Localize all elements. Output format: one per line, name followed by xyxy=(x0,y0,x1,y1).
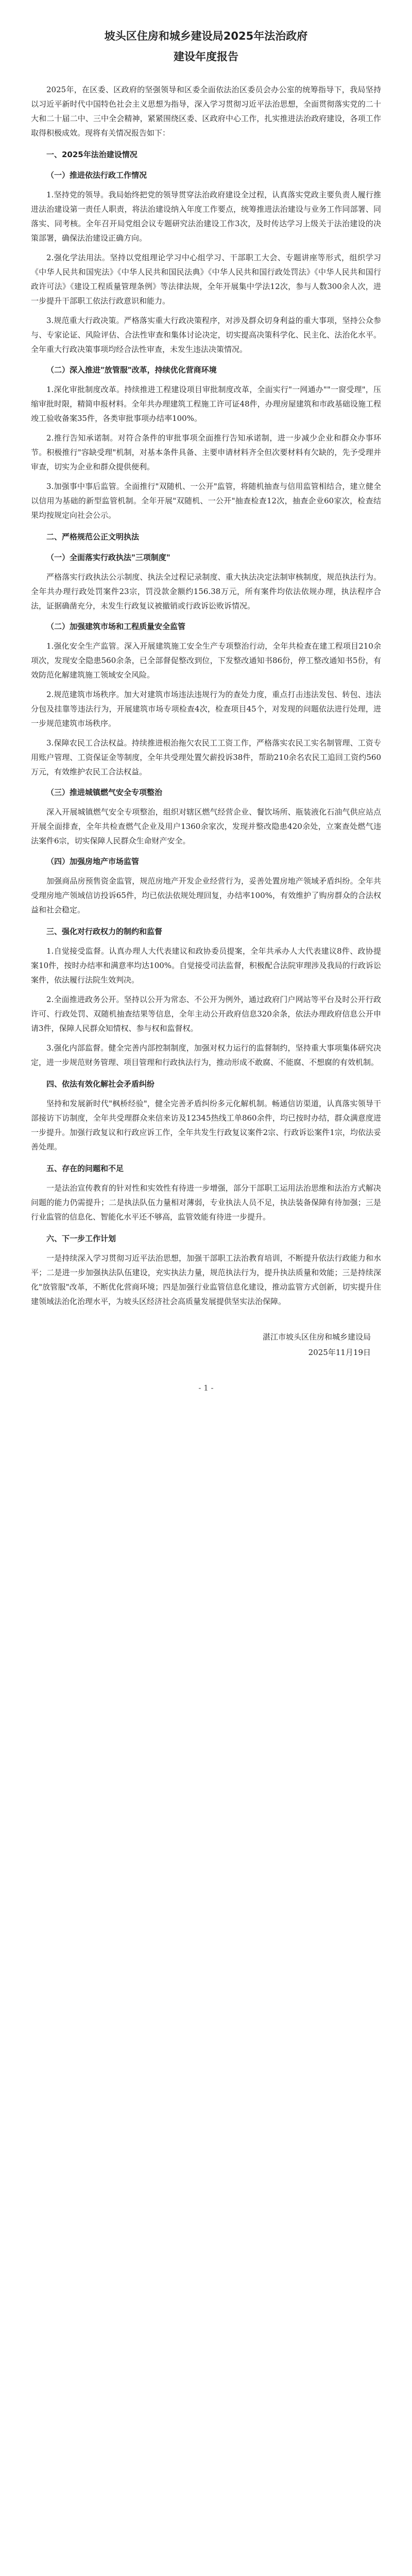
section-heading: 五、存在的问题和不足 xyxy=(46,1164,124,1173)
section-heading: 二、严格规范公正文明执法 xyxy=(46,532,140,541)
body-paragraph: 1.自觉接受监督。认真办理人大代表建议和政协委员提案，全年共承办人大代表建议8件、政协提案10件，按时办结率和满意率均达100%。自觉接受司法监督，积极配合法院审理涉及我局的行政诉讼案件，依法履行法院生效判决。 xyxy=(31,946,381,985)
body-paragraph: 1.坚持党的领导。我局始终把党的领导贯穿法治政府建设全过程，认真落实党政主要负责人履行推进法治建设第一责任人职责，将法治建设纳入年度工作要点，统筹推进法治建设与业务工作同部署、同落实、同考核。全年召开局党组会议专题研究法治建设工作3次，及时传达学习上级关于法治建设的决策部署，确保法治建设正确方向。 xyxy=(31,190,381,243)
report-section xyxy=(31,1231,381,1309)
section-heading: 六、下一步工作计划 xyxy=(46,1234,116,1243)
body-paragraph: 深入开展城镇燃气安全专项整治，组织对辖区燃气经营企业、餐饮场所、瓶装液化石油气供应站点开展全面排查，全年共检查燃气企业及用户1360余家次，发现并整改隐患420余处，立案查处燃气违法案件6宗，切实保障人民群众生命财产安全。 xyxy=(31,807,381,845)
report-section xyxy=(31,1077,381,1154)
title-line-2: 建设年度报告 xyxy=(174,50,238,63)
body-paragraph: 3.保障农民工合法权益。持续推进根治拖欠农民工工资工作，严格落实农民工实名制管理、工资专用账户管理、工资保证金等制度，全年共受理处置欠薪投诉38件，帮助210余名农民工追回工资约560万元，有效维护农民工合法权益。 xyxy=(31,738,381,776)
section-heading: 三、强化对行政权力的制约和监督 xyxy=(46,927,163,936)
subsection-heading: （三）推进城镇燃气安全专项整治 xyxy=(46,788,163,797)
body-paragraph: 一是法治宣传教育的针对性和实效性有待进一步增强，部分干部职工运用法治思维和法治方式解决问题的能力仍需提升；二是执法队伍力量相对薄弱，专业执法人员不足，执法装备保障有待加强；三是行业监管的信息化、智能化水平还不够高，监管效能有待进一步提升。 xyxy=(31,1183,381,1222)
body-paragraph: 加强商品房预售资金监管，规范房地产开发企业经营行为，妥善处置房地产领域矛盾纠纷。全年共受理房地产领域信访投诉65件，均已依法依规处理回复，办结率100%，有效维护了购房群众的合法权益和社会稳定。 xyxy=(31,876,381,914)
section-heading: 一、2025年法治建设情况 xyxy=(46,150,138,159)
subsection-heading: （一）推进依法行政工作情况 xyxy=(46,171,147,180)
body-paragraph: 一是持续深入学习贯彻习近平法治思想，加强干部职工法治教育培训，不断提升依法行政能力和水平；二是进一步加强执法队伍建设，充实执法力量，规范执法行为，提升执法质量和效能；三是持续深化"放管服"改革，不断优化营商环境；四是加强行业监管信息化建设，推动监管方式创新，切实提升住建领域法治化治理水平，为坡头区经济社会高质量发展提供坚实法治保障。 xyxy=(31,1253,381,1306)
subsection-heading: （一）全面落实行政执法"三项制度" xyxy=(46,553,170,562)
report-section xyxy=(31,1161,381,1224)
body-paragraph: 2.规范建筑市场秩序。加大对建筑市场违法违规行为的查处力度，重点打击违法发包、转包、违法分包及挂靠等违法行为，开展建筑市场专项检查4次，检查项目45个，对发现的问题依法进行处理，进一步规范建筑市场秩序。 xyxy=(31,690,381,728)
body-paragraph: 1.强化安全生产监管。深入开展建筑施工安全生产专项整治行动，全年共检查在建工程项目210余项次，发现安全隐患560余条，已全部督促整改到位，下发整改通知书86份，停工整改通知书5份，有效防范化解建筑施工领域安全风险。 xyxy=(31,641,381,680)
report-section xyxy=(31,147,381,522)
title-line-1: 坡头区住房和城乡建设局2025年法治政府 xyxy=(104,30,308,42)
body-paragraph: 2.全面推进政务公开。坚持以公开为常态、不公开为例外，通过政府门户网站等平台及时公开行政许可、行政处罚、双随机抽查结果等信息，全年主动公开政府信息320余条，依法办理政府信息公开申请3件，保障人民群众知情权、参与权和监督权。 xyxy=(31,995,381,1033)
body-paragraph: 2.强化学法用法。坚持以党组理论学习中心组学习、干部职工大会、专题讲座等形式，组织学习《中华人民共和国宪法》《中华人民共和国民法典》《中华人民共和国行政处罚法》《中华人民共和国行政许可法》《建设工程质量管理条例》等法律法规，全年开展集中学法12次，参与人数300余人次，进一步提升干部职工依法行政意识和能力。 xyxy=(31,253,381,306)
intro-section xyxy=(31,82,381,140)
document-title xyxy=(31,26,381,67)
section-heading: 四、依法有效化解社会矛盾纠纷 xyxy=(46,1079,155,1089)
body-paragraph: 2.推行告知承诺制。对符合条件的审批事项全面推行告知承诺制，进一步减少企业和群众办事环节。积极推行"容缺受理"机制，对基本条件具备、主要申请材料齐全但次要材料有欠缺的，先予受理并审查，切实为企业和群众提供便利。 xyxy=(31,433,381,471)
signature-block xyxy=(31,1329,381,1360)
sign-organization: 湛江市坡头区住房和城乡建设局 xyxy=(262,1332,371,1342)
intro-paragraph: 2025年，在区委、区政府的坚强领导和区委全面依法治区委员会办公室的统筹指导下，我局坚持以习近平新时代中国特色社会主义思想为指导，深入学习贯彻习近平法治思想，全面贯彻落实党的二十大和二十届二中、三中全会精神，紧紧围绕区委、区政府中心工作，扎实推进法治政府建设，各项工作取得积极成效。现将有关情况报告如下： xyxy=(31,85,381,138)
subsection-heading: （二）深入推进"放管服"改革，持续优化营商环境 xyxy=(46,365,217,375)
report-section xyxy=(31,530,381,917)
body-paragraph: 1.深化审批制度改革。持续推进工程建设项目审批制度改革，全面实行"一网通办""一窗受理"，压缩审批时限，精简申报材料。全年共办理建筑工程施工许可证48件，办理房屋建筑和市政基础设施工程竣工验收备案35件，各类审批事项办结率100%。 xyxy=(31,385,381,423)
body-paragraph: 3.规范重大行政决策。严格落实重大行政决策程序，对涉及群众切身利益的重大事项，坚持公众参与、专家论证、风险评估、合法性审查和集体讨论决定，切实提高决策科学化、民主化、法治化水平。全年重大行政决策事项均经合法性审查，未发生违法决策情况。 xyxy=(31,316,381,354)
subsection-heading: （四）加强房地产市场监管 xyxy=(46,857,140,866)
report-body xyxy=(31,147,381,1309)
sign-date: 2025年11月19日 xyxy=(308,1348,371,1357)
body-paragraph: 坚持和发展新时代"枫桥经验"，健全完善矛盾纠纷多元化解机制。畅通信访渠道，认真落实领导干部接访下访制度，全年共受理群众来信来访及12345热线工单860余件，均已按时办结，群众满意度进一步提升。加强行政复议和行政应诉工作，全年共发生行政复议案件2宗、行政诉讼案件1宗，均依法妥善处理。 xyxy=(31,1099,381,1151)
report-section xyxy=(31,924,381,1070)
body-paragraph: 3.加强事中事后监管。全面推行"双随机、一公开"监管，将随机抽查与信用监管相结合，建立健全以信用为基础的新型监管机制。全年开展"双随机、一公开"抽查检查12次，抽查企业60家次，检查结果均按规定向社会公示。 xyxy=(31,482,381,520)
body-paragraph: 3.强化内部监督。健全完善内部控制制度，加强对权力运行的监督制约，坚持重大事项集体研究决定，进一步规范财务管理、项目管理和行政执法行为，推动形成不敢腐、不能腐、不想腐的有效机制。 xyxy=(31,1043,381,1067)
page-number: - 1 - xyxy=(198,1383,214,1393)
body-paragraph: 严格落实行政执法公示制度、执法全过程记录制度、重大执法决定法制审核制度，规范执法行为。全年共办理行政处罚案件23宗，罚没款金额约156.38万元，所有案件均依法依规办理，执法程序合法，证据确凿充分，未发生行政复议被撤销或行政诉讼败诉情况。 xyxy=(31,572,381,611)
subsection-heading: （二）加强建筑市场和工程质量安全监管 xyxy=(46,622,186,631)
